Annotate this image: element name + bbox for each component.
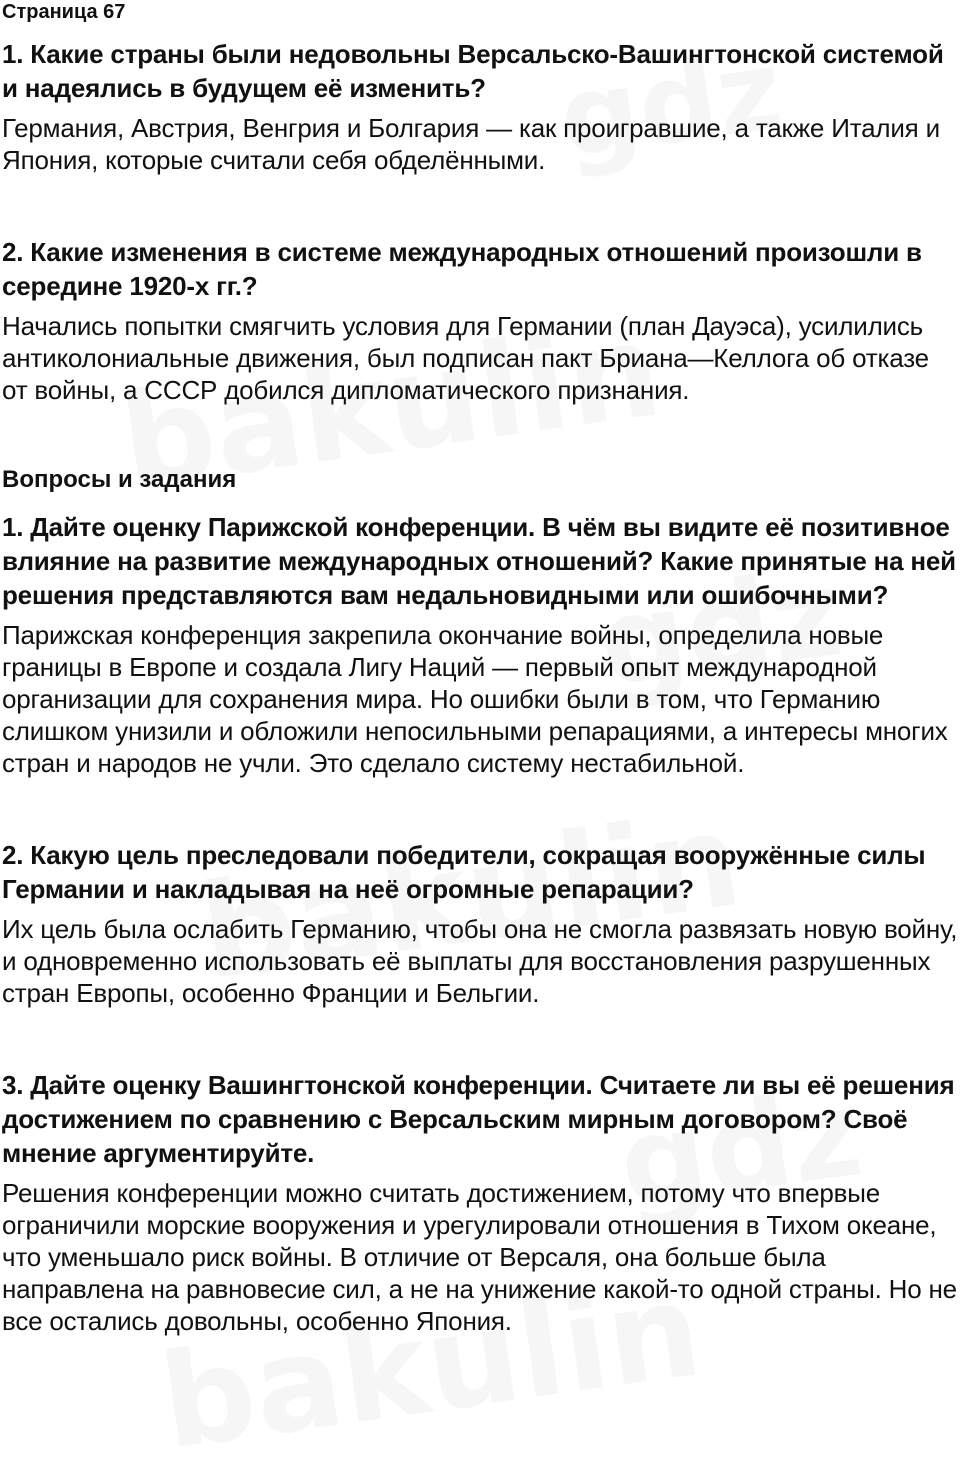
intro-question-1: [2, 37, 959, 176]
answer-text: Их цель была ослабить Германию, чтобы она не смогла развязать новую войну, и одновременно использовать её выплаты для восстановления разрушенных стран Европы, особенно Франции и Бельгии.: [2, 914, 958, 1008]
intro-question-2: [2, 235, 959, 406]
task-1: [2, 510, 959, 779]
question-text: 1. Дайте оценку Парижской конференции. В чём вы видите её позитивное влияние на развитие международных отношений? Какие принятые на ней решения представляются вам недальновидными или ошибочными?: [2, 512, 956, 610]
task-3: [2, 1068, 959, 1337]
question-text: 3. Дайте оценку Вашингтонской конференции. Считаете ли вы её решения достижением по сравнению с Версальским мирным договором? Своё мнение аргументируйте.: [2, 1070, 955, 1168]
spacer: [2, 406, 959, 465]
question-text: 2. Какие изменения в системе международных отношений произошли в середине 1920-х гг.?: [2, 237, 922, 301]
question-text: 2. Какую цель преследовали победители, сокращая вооружённые силы Германии и накладывая на неё огромные репарации?: [2, 840, 926, 904]
spacer: [2, 779, 959, 838]
task-2: [2, 838, 959, 1009]
answer-text: Германия, Австрия, Венгрия и Болгария — как проигравшие, а также Италия и Япония, которые считали себя обделёнными.: [2, 113, 940, 175]
document-page: [2, 0, 959, 1337]
page-number: Страница 67: [2, 1, 126, 23]
section-title: Вопросы и задания: [2, 466, 237, 493]
spacer: [2, 176, 959, 235]
answer-text: Решения конференции можно считать достижением, потому что впервые ограничили морские вооружения и урегулировали отношения в Тихом океане, что уменьшало риск войны. В отличие от Версаля, она больше была направлена на равновесие сил, а не на унижение какой-то одной страны. Но не все остались довольны, особенно Япония.: [2, 1178, 957, 1336]
answer-text: Начались попытки смягчить условия для Германии (план Дауэса), усилились антиколониальные движения, был подписан пакт Бриана—Келлога об отказе от войны, а СССР добился дипломатического признания.: [2, 311, 929, 405]
question-text: 1. Какие страны были недовольны Версальско-Вашингтонской системой и надеялись в будущем её изменить?: [2, 39, 944, 103]
spacer: [2, 1009, 959, 1068]
answer-text: Парижская конференция закрепила окончание войны, определила новые границы в Европе и создала Лигу Наций — первый опыт международной организации для сохранения мира. Но ошибки были в том, что Германию слишком унизили и обложили непосильными репарациями, а интересы многих стран и народов не учли. Это сделало систему нестабильной.: [2, 620, 948, 778]
